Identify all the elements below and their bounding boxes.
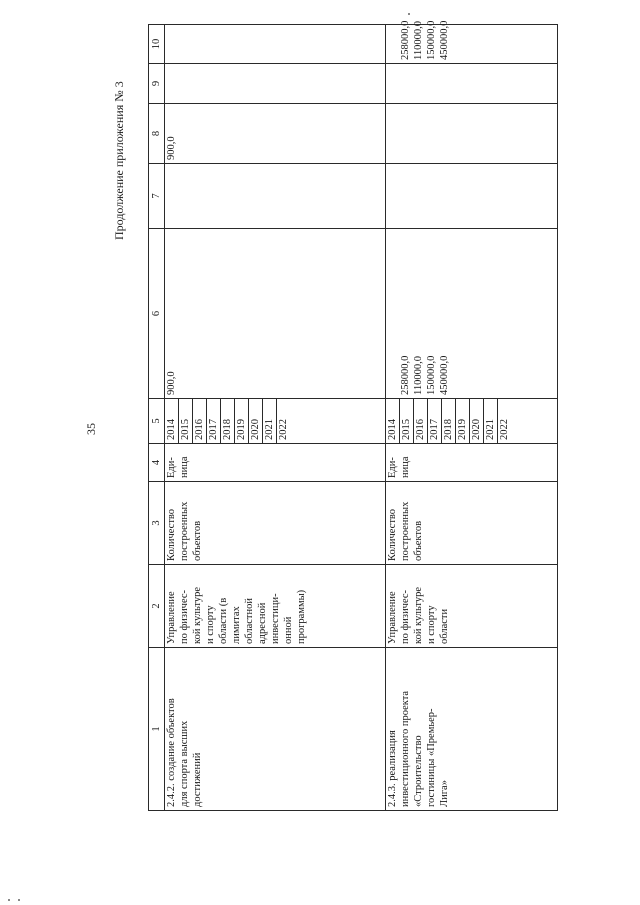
value-line <box>477 232 490 395</box>
cell-line: построенных <box>179 501 190 561</box>
appendix-caption: Продолжение приложения № 3 <box>112 81 126 240</box>
data-table <box>148 20 558 811</box>
value-line <box>386 167 399 225</box>
value-line <box>269 232 282 395</box>
measure-name-cell <box>386 648 558 811</box>
value-line <box>256 167 269 225</box>
value-line <box>204 67 217 100</box>
value-line: 110000,0 <box>413 356 424 395</box>
value-line <box>464 232 477 395</box>
year-label: 2017 <box>207 399 221 443</box>
year-label: 2021 <box>263 399 277 443</box>
value-cell <box>386 64 558 104</box>
value-line <box>256 28 269 60</box>
table-body <box>165 20 558 811</box>
value-line <box>464 67 477 100</box>
year-label: 2021 <box>484 399 498 443</box>
cell-line: и спорту <box>205 605 216 644</box>
header-cell: 5 <box>149 399 165 444</box>
value-line <box>191 107 204 160</box>
cell-line: лимитах <box>231 606 242 644</box>
year-label: 2015 <box>179 399 193 443</box>
value-line <box>477 107 490 160</box>
value-line <box>269 28 282 60</box>
cell-line: гостиницы «Премьер- <box>426 708 437 807</box>
cell-line: для спорта высших <box>179 720 190 807</box>
header-row <box>149 25 165 811</box>
value-line <box>178 167 191 225</box>
value-line <box>217 107 230 160</box>
value-line <box>217 67 230 100</box>
value-line <box>477 28 490 60</box>
value-line: 110000,0 <box>413 21 424 60</box>
value-line <box>490 107 503 160</box>
value-line: 900,0 <box>166 371 177 395</box>
value-line <box>243 67 256 100</box>
value-line <box>464 28 477 60</box>
scan-speck <box>408 13 410 15</box>
value-line <box>230 107 243 160</box>
value-line: 450000,0 <box>439 20 450 60</box>
cell-line: Еди- <box>166 457 177 478</box>
unit-cell <box>165 444 386 482</box>
header-cell: 1 <box>149 648 165 811</box>
value-line <box>204 107 217 160</box>
cell-line: Лига» <box>439 780 450 807</box>
value-line <box>243 28 256 60</box>
cell-line: Еди- <box>387 457 398 478</box>
value-line <box>451 232 464 395</box>
cell-line: области (в <box>218 597 229 644</box>
scan-speck <box>18 899 20 901</box>
value-line: 258000,0 <box>400 20 411 60</box>
value-cell <box>165 64 386 104</box>
year-label: 2022 <box>278 419 289 440</box>
value-line <box>399 167 412 225</box>
cell-line: достижений <box>192 752 203 807</box>
value-line <box>243 107 256 160</box>
value-line <box>490 232 503 395</box>
year-label: 2020 <box>470 399 484 443</box>
value-line <box>464 167 477 225</box>
year-label: 2015 <box>400 399 414 443</box>
value-line <box>269 107 282 160</box>
cell-line: онной <box>283 616 294 644</box>
value-line <box>269 67 282 100</box>
year-label: 2019 <box>456 399 470 443</box>
cell-line: и спорту <box>426 605 437 644</box>
value-line <box>425 107 438 160</box>
value-line <box>451 28 464 60</box>
header-cell: 10 <box>149 25 165 64</box>
value-line <box>204 232 217 395</box>
value-line: 258000,0 <box>400 355 411 395</box>
value-line <box>191 167 204 225</box>
year-cell <box>386 399 558 444</box>
year-label: 2016 <box>193 399 207 443</box>
year-label: 2019 <box>235 399 249 443</box>
value-cell <box>386 229 558 399</box>
value-line <box>490 167 503 225</box>
value-line <box>230 67 243 100</box>
cell-line: объектов <box>192 520 203 561</box>
cell-line: Количество <box>387 508 398 561</box>
cell-line: ница <box>400 456 411 478</box>
value-line <box>425 167 438 225</box>
cell-line: программы) <box>296 589 307 644</box>
value-line <box>204 167 217 225</box>
value-line <box>230 28 243 60</box>
table-row <box>386 25 558 811</box>
value-line <box>269 167 282 225</box>
value-line: 150000,0 <box>426 355 437 395</box>
year-label: 2017 <box>428 399 442 443</box>
value-line <box>165 28 178 60</box>
value-line <box>477 167 490 225</box>
header-cell: 4 <box>149 444 165 482</box>
measure-name-cell <box>165 648 386 811</box>
value-line <box>165 67 178 100</box>
header-cell: 8 <box>149 104 165 164</box>
indicator-cell <box>386 482 558 565</box>
value-cell <box>386 20 558 64</box>
value-line <box>243 232 256 395</box>
unit-cell <box>386 444 558 482</box>
indicator-cell <box>165 482 386 565</box>
year-label: 2018 <box>442 399 456 443</box>
cell-line: 2.4.2. создание объектов <box>166 698 177 807</box>
value-line <box>464 107 477 160</box>
cell-line: объектов <box>413 520 424 561</box>
value-line <box>412 67 425 100</box>
value-line <box>451 107 464 160</box>
year-cell <box>165 399 386 444</box>
cell-line: инвестици- <box>270 593 281 644</box>
cell-line: Управление <box>387 591 398 644</box>
cell-line: кой культуре <box>413 586 424 644</box>
executor-cell <box>165 565 386 648</box>
value-line <box>386 67 399 100</box>
table-row <box>165 25 386 811</box>
header-cell: 7 <box>149 164 165 229</box>
value-line: 450000,0 <box>439 355 450 395</box>
cell-line: областной <box>244 598 255 644</box>
value-line <box>256 232 269 395</box>
value-line: 150000,0 <box>426 20 437 60</box>
executor-cell <box>386 565 558 648</box>
cell-line: области <box>439 608 450 644</box>
value-line <box>217 28 230 60</box>
cell-line: по физичес- <box>400 589 411 644</box>
header-cell: 6 <box>149 229 165 399</box>
value-line <box>386 28 399 60</box>
value-line <box>425 67 438 100</box>
cell-line: адресной <box>257 602 268 644</box>
value-line: 900,0 <box>166 136 177 160</box>
value-line <box>217 167 230 225</box>
cell-line: «Строительство <box>413 735 424 807</box>
value-cell <box>386 164 558 229</box>
value-line <box>399 107 412 160</box>
value-cell <box>386 104 558 164</box>
value-line <box>438 167 451 225</box>
value-line <box>230 167 243 225</box>
value-line <box>412 107 425 160</box>
value-line <box>178 67 191 100</box>
cell-line: ница <box>179 456 190 478</box>
value-line <box>490 28 503 60</box>
value-line <box>256 67 269 100</box>
value-cell <box>165 229 386 399</box>
value-line <box>399 67 412 100</box>
value-line <box>243 167 256 225</box>
value-line <box>191 232 204 395</box>
header-cell: 9 <box>149 64 165 104</box>
page-number: 35 <box>84 423 98 435</box>
value-line <box>178 107 191 160</box>
value-line <box>178 232 191 395</box>
year-label: 2014 <box>386 399 400 443</box>
value-cell <box>165 25 386 64</box>
cell-line: кой культуре <box>192 586 203 644</box>
value-line <box>412 167 425 225</box>
value-line <box>165 167 178 225</box>
cell-line: Количество <box>166 508 177 561</box>
value-line <box>386 232 399 395</box>
cell-line: по физичес- <box>179 589 190 644</box>
value-cell <box>165 104 386 164</box>
value-line <box>178 28 191 60</box>
value-line <box>191 28 204 60</box>
scan-speck <box>8 899 10 901</box>
value-cell <box>165 164 386 229</box>
value-line <box>490 67 503 100</box>
header-cell: 3 <box>149 482 165 565</box>
value-line <box>191 67 204 100</box>
cell-line: 2.4.3. реализация <box>387 730 398 807</box>
year-label: 2020 <box>249 399 263 443</box>
value-line <box>256 107 269 160</box>
value-line <box>451 167 464 225</box>
year-label: 2022 <box>499 419 510 440</box>
value-line <box>451 67 464 100</box>
header-cell: 2 <box>149 565 165 648</box>
cell-line: Управление <box>166 591 177 644</box>
value-line <box>438 67 451 100</box>
value-line <box>230 232 243 395</box>
cell-line: построенных <box>400 501 411 561</box>
year-label: 2016 <box>414 399 428 443</box>
value-line <box>438 107 451 160</box>
cell-line: инвестиционного проекта <box>400 690 411 807</box>
value-line <box>217 232 230 395</box>
year-label: 2018 <box>221 399 235 443</box>
value-line <box>477 67 490 100</box>
value-line <box>386 107 399 160</box>
value-line <box>204 28 217 60</box>
year-label: 2014 <box>165 399 179 443</box>
